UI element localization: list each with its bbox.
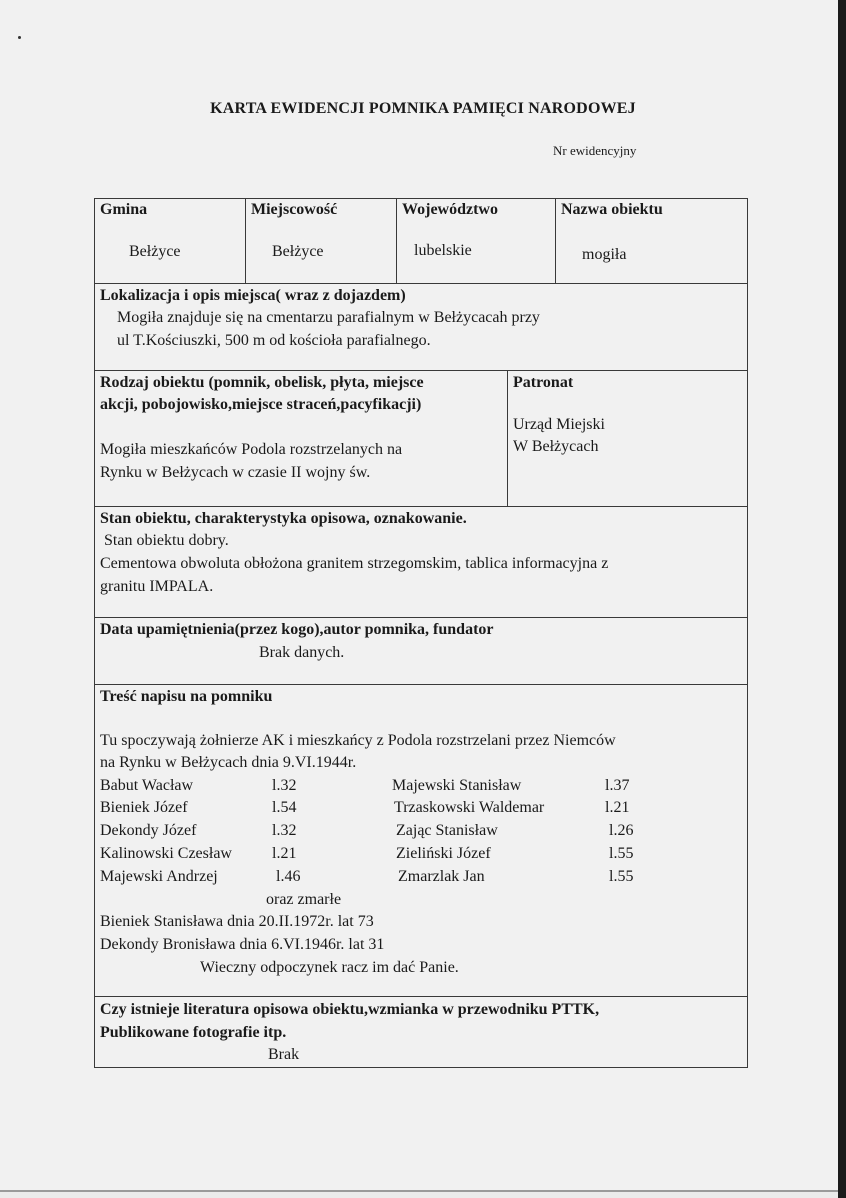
- scan-edge: [838, 0, 846, 1198]
- row-divider: [94, 996, 747, 997]
- name-right-1: Majewski Stanisław: [392, 777, 522, 794]
- lokalizacja-label: Lokalizacja i opis miejsca( wraz z dojazdem): [100, 287, 406, 304]
- registration-number-label: Nr ewidencyjny: [553, 143, 637, 158]
- scan-speck: [18, 36, 21, 39]
- tresc-closing: Wieczny odpoczynek racz im dać Panie.: [200, 959, 459, 976]
- patronat-value-line-2: W Bełżycach: [513, 438, 599, 455]
- row-divider: [94, 506, 747, 507]
- literatura-value: Brak: [268, 1046, 300, 1063]
- age-right-4: l.55: [609, 845, 634, 862]
- stan-label: Stan obiektu, charakterystyka opisowa, oznakowanie.: [100, 510, 467, 527]
- lokalizacja-line-1: Mogiła znajduje się na cmentarzu parafialnym w Bełżycacah przy: [117, 309, 540, 326]
- nazwa-obiektu-label: Nazwa obiektu: [561, 201, 663, 218]
- name-left-4: Kalinowski Czesław: [100, 845, 232, 862]
- stan-line-1: Stan obiektu dobry.: [104, 532, 229, 549]
- age-right-1: l.37: [605, 777, 630, 794]
- miejscowosc-label: Miejscowość: [251, 201, 338, 218]
- rodzaj-value-line-2: Rynku w Bełżycach w czasie II wojny św.: [100, 464, 371, 481]
- name-left-2: Bieniek Józef: [100, 799, 188, 816]
- literatura-label-line-2: Publikowane fotografie itp.: [100, 1024, 287, 1041]
- gmina-label: Gmina: [100, 201, 148, 218]
- lokalizacja-line-2: ul T.Kościuszki, 500 m od kościoła parafialnego.: [117, 332, 431, 349]
- stan-line-3: granitu IMPALA.: [100, 578, 214, 595]
- name-right-5: Zmarzlak Jan: [398, 868, 485, 885]
- data-upamietnienia-value: Brak danych.: [259, 644, 345, 661]
- age-left-1: l.32: [272, 777, 297, 794]
- tresc-oraz: oraz zmarłe: [266, 891, 342, 908]
- patronat-value-line-1: Urząd Miejski: [513, 416, 605, 433]
- nazwa-obiektu-value: mogiła: [582, 246, 627, 263]
- tresc-intro-line-2: na Rynku w Bełżycach dnia 9.VI.1944r.: [100, 754, 357, 771]
- page-title: KARTA EWIDENCJI POMNIKA PAMIĘCI NARODOWEJ: [210, 100, 636, 117]
- tresc-died-line-1: Bieniek Stanisława dnia 20.II.1972r. lat 73: [100, 913, 374, 930]
- age-right-5: l.55: [609, 868, 634, 885]
- tresc-label: Treść napisu na pomniku: [100, 688, 273, 705]
- tresc-intro-line-1: Tu spoczywają żołnierze AK i mieszkańcy z Podola rozstrzelani przez Niemców: [100, 732, 616, 749]
- patronat-label: Patronat: [513, 374, 574, 391]
- row-divider: [94, 370, 747, 371]
- age-right-2: l.21: [605, 799, 630, 816]
- age-left-3: l.32: [272, 822, 297, 839]
- tresc-died-line-2: Dekondy Bronisława dnia 6.VI.1946r. lat 31: [100, 936, 385, 953]
- rodzaj-label-line-2: akcji, pobojowisko,miejsce straceń,pacyfikacji): [100, 396, 422, 413]
- name-right-2: Trzaskowski Waldemar: [394, 799, 545, 816]
- gmina-value: Bełżyce: [129, 243, 181, 260]
- miejscowosc-value: Bełżyce: [272, 243, 324, 260]
- rodzaj-value-line-1: Mogiła mieszkańców Podola rozstrzelanych na: [100, 441, 403, 458]
- data-upamietnienia-label: Data upamiętnienia(przez kogo),autor pomnika, fundator: [100, 621, 494, 638]
- literatura-label-line-1: Czy istnieje literatura opisowa obiektu,wzmianka w przewodniku PTTK,: [100, 1001, 600, 1018]
- name-left-3: Dekondy Józef: [100, 822, 197, 839]
- row-divider: [94, 283, 747, 284]
- age-left-5: l.46: [276, 868, 301, 885]
- row-divider: [94, 617, 747, 618]
- name-right-4: Zieliński Józef: [396, 845, 491, 862]
- name-left-1: Babut Wacław: [100, 777, 194, 794]
- column-divider: [507, 370, 508, 506]
- column-divider: [396, 198, 397, 283]
- wojewodztwo-label: Województwo: [402, 201, 498, 218]
- rodzaj-label-line-1: Rodzaj obiektu (pomnik, obelisk, płyta, miejsce: [100, 374, 424, 391]
- stan-line-2: Cementowa obwoluta obłożona granitem strzegomskim, tablica informacyjna z: [100, 555, 609, 572]
- row-divider: [94, 684, 747, 685]
- name-left-5: Majewski Andrzej: [100, 868, 218, 885]
- column-divider: [245, 198, 246, 283]
- column-divider: [555, 198, 556, 283]
- age-right-3: l.26: [609, 822, 634, 839]
- age-left-4: l.21: [272, 845, 297, 862]
- age-left-2: l.54: [272, 799, 297, 816]
- name-right-3: Zając Stanisław: [396, 822, 498, 839]
- wojewodztwo-value: lubelskie: [414, 242, 472, 259]
